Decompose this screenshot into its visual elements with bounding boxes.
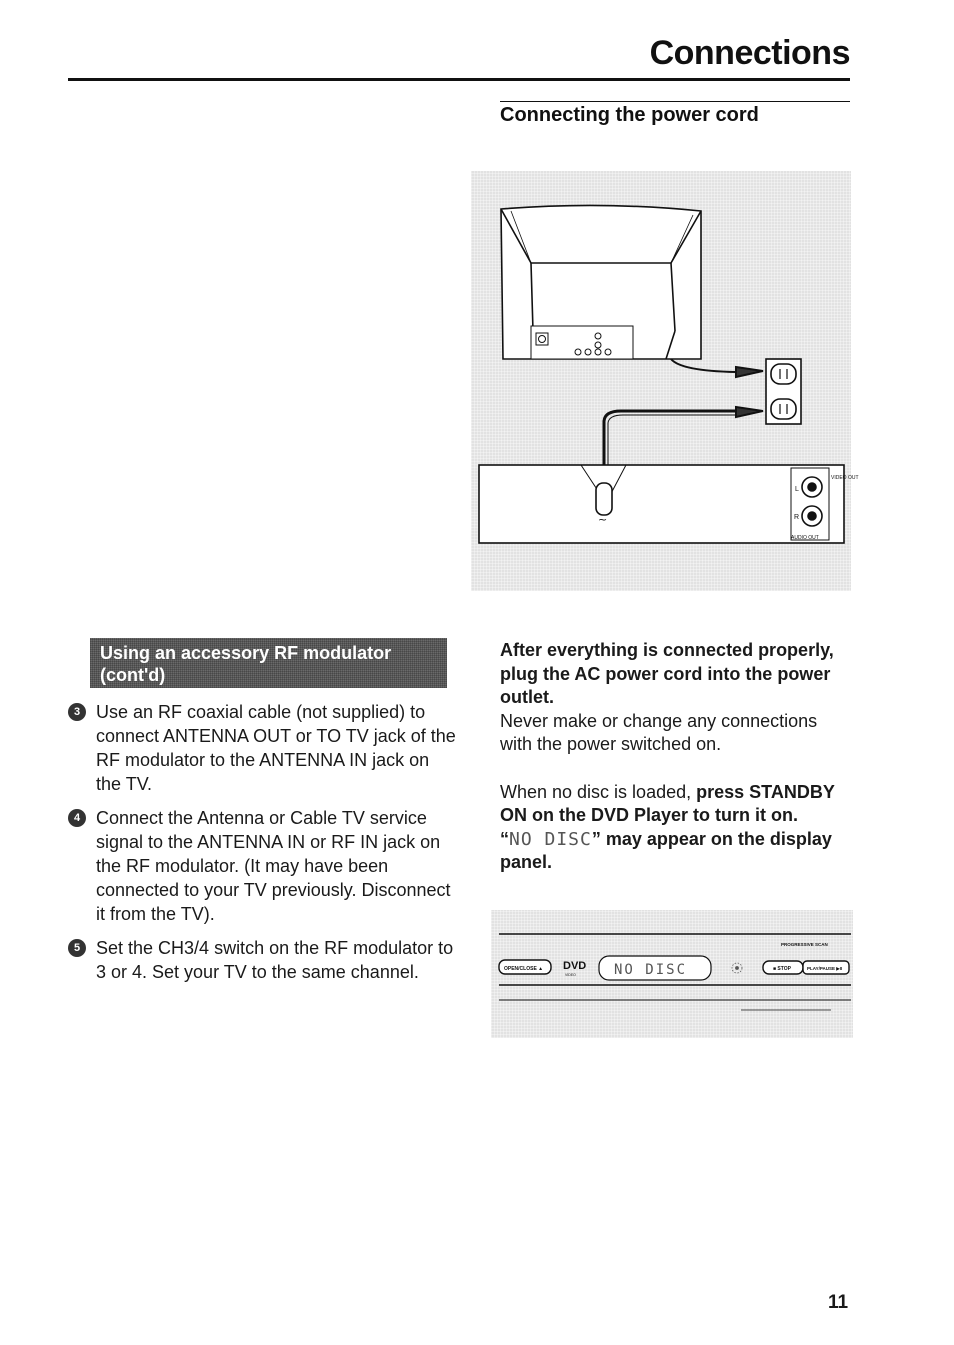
step-number-badge: 4 — [68, 809, 86, 827]
progressive-scan-label: PROGRESSIVE SCAN — [781, 942, 828, 947]
instruction-bold: press STANDBY ON on the DVD Player to turn it on. — [500, 781, 835, 825]
list-item — [68, 700, 458, 796]
page-number: 11 — [828, 1292, 849, 1313]
section-rule — [500, 101, 850, 102]
instruction-paragraph — [500, 781, 850, 828]
header-rule — [68, 78, 850, 81]
step-number-badge: 3 — [68, 703, 86, 721]
tv-illustration — [501, 205, 701, 359]
ir-sensor-icon — [732, 963, 742, 973]
list-item — [68, 806, 458, 926]
step-text: Connect the Antenna or Cable TV service signal to the ANTENNA IN or RF IN jack on the RF modulator. (It may have been connected to your TV previously. Disconnect it from the TV). — [96, 808, 451, 924]
label-l: L — [795, 486, 799, 493]
play-pause-button[interactable] — [803, 961, 849, 974]
power-connection-figure — [471, 171, 859, 591]
dvd-player-back-illustration — [479, 465, 859, 543]
section-heading: Connecting the power cord — [500, 104, 759, 126]
step-text: Set the CH3/4 switch on the RF modulator to 3 or 4. Set your TV to the same channel. — [96, 938, 454, 982]
open-close-button[interactable] — [499, 960, 551, 974]
step-text: Use an RF coaxial cable (not supplied) to connect ANTENNA OUT or TO TV jack of the RF modulator to the ANTENNA IN jack on the TV. — [96, 702, 456, 794]
label-r: R — [794, 514, 800, 521]
step-number-badge: 5 — [68, 939, 86, 957]
lcd-display — [599, 956, 711, 980]
section-banner: Using an accessory RF modulator (cont'd) — [90, 638, 447, 688]
instruction-note: Never make or change any connections with the power switched on. — [500, 710, 818, 754]
list-item — [68, 936, 458, 984]
display-panel-figure — [491, 910, 853, 1038]
instruction-bold: After everything is connected properly, plug the AC power cord into the power outlet. — [500, 640, 834, 707]
open-close-label: OPEN/CLOSE ▲ — [504, 966, 544, 972]
lcd-inline-text: NO DISC — [509, 828, 592, 850]
wall-outlet-icon — [766, 359, 801, 424]
instruction-paragraph — [500, 828, 850, 875]
ac-symbol-icon: ~ — [598, 513, 608, 526]
play-pause-label: PLAY/PAUSE ▶II — [807, 966, 843, 971]
instruction-normal: When no disc is loaded, — [500, 781, 692, 802]
tv-and-player-illustration — [471, 171, 859, 591]
instruction-bold: ” may appear on the display panel. — [500, 828, 832, 872]
instructions-text — [500, 639, 850, 875]
stop-button[interactable] — [763, 961, 803, 974]
front-panel-illustration — [491, 910, 853, 1038]
lcd-text: NO DISC — [614, 962, 688, 978]
label-audio-out: AUDIO OUT — [791, 535, 819, 541]
label-video-out: VIDEO OUT — [831, 475, 859, 481]
steps-list — [68, 700, 458, 994]
stop-label: ■ STOP — [773, 966, 791, 972]
dvd-logo-icon: DVD — [563, 960, 587, 972]
dvd-logo-sub: VIDEO — [565, 973, 576, 977]
quote-open: “ — [500, 828, 509, 849]
page-title: Connections — [649, 34, 850, 72]
